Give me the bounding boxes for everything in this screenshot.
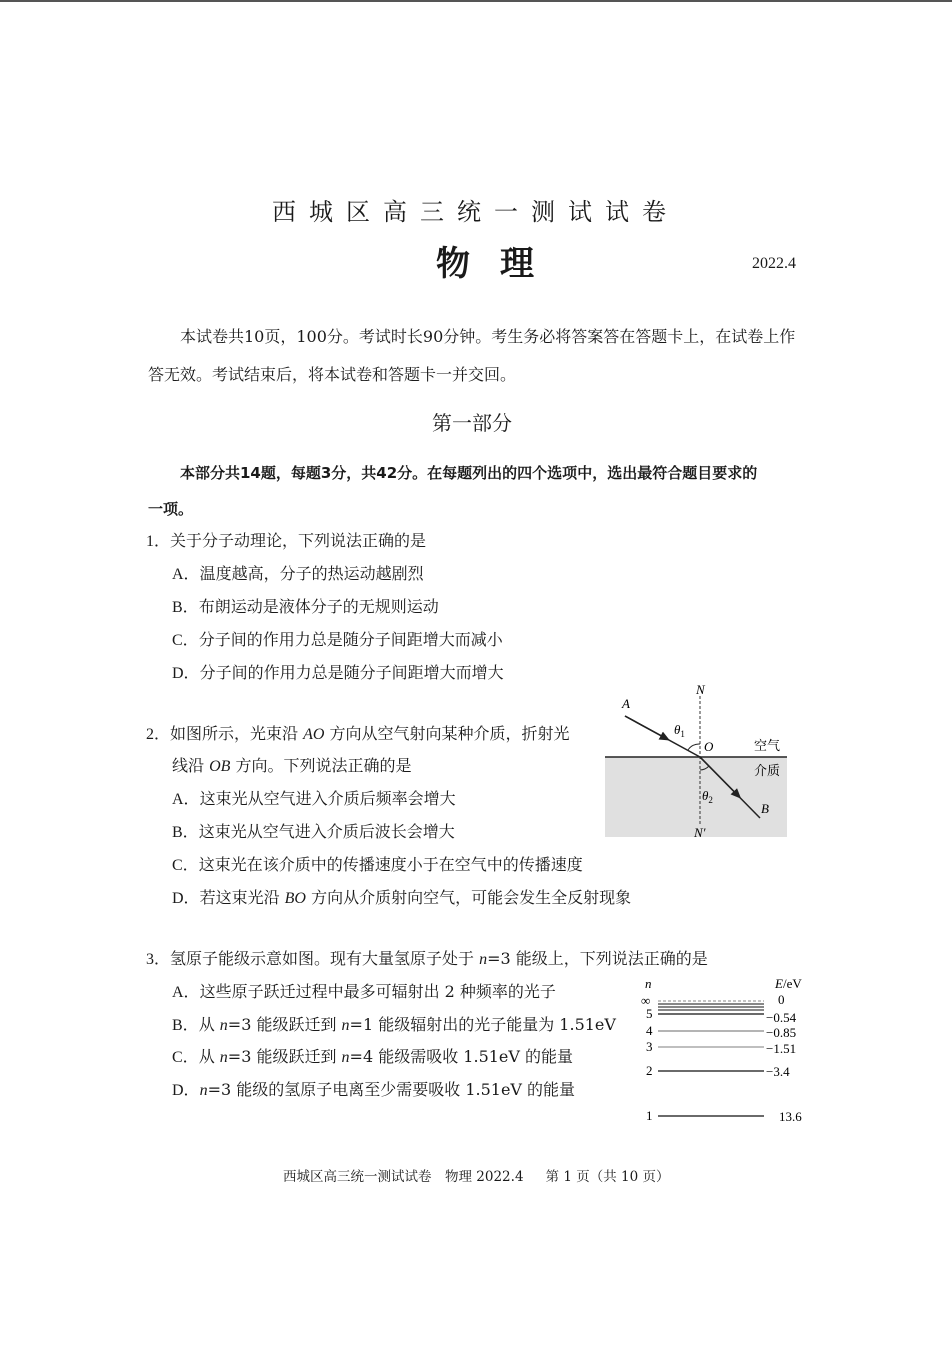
q1-option-c[interactable]: [172, 627, 503, 650]
q1-option-a[interactable]: [172, 561, 424, 584]
footer-page-info: 第 1 页（共 10 页）: [545, 1169, 670, 1185]
page-footer: [283, 1165, 669, 1185]
question-2: [146, 721, 570, 744]
exam-title: 西城区高三统一测试试卷: [272, 198, 679, 226]
instructions: [148, 318, 812, 394]
question-number: 2．: [146, 726, 171, 743]
option-label: A．: [172, 984, 200, 1001]
label-n-prime: N′: [694, 825, 706, 840]
level-energy-label: 13.6: [779, 1109, 802, 1124]
label-medium: 介质: [754, 764, 781, 779]
option-label: C．: [172, 857, 199, 874]
question-3: [146, 946, 708, 969]
level-energy-label: −3.4: [766, 1064, 790, 1079]
stem-text: 方向。下列说法正确的是: [230, 756, 412, 775]
option-label: A．: [172, 566, 200, 583]
option-label: D．: [172, 890, 200, 907]
option-text: 布朗运动是液体分子的无规则运动: [198, 597, 439, 616]
option-symbol: n: [219, 1017, 228, 1034]
question-1: [146, 528, 426, 551]
instructions-line2: 答无效。考试结束后，将本试卷和答题卡一并交回。: [148, 365, 517, 384]
option-symbol: n: [199, 1082, 208, 1099]
n-axis-header: n: [645, 976, 652, 991]
level-energy-label: 0: [778, 992, 785, 1007]
option-text: =4 能级需吸收 1.51eV 的能量: [349, 1047, 574, 1066]
energy-level-diagram: [636, 975, 808, 1127]
option-text: 从: [198, 1015, 220, 1034]
option-text: 分子间的作用力总是随分子间距增大而减小: [198, 630, 503, 649]
q3-option-d[interactable]: [172, 1077, 575, 1100]
option-text: 方向从介质射向空气，可能会发生全反射现象: [305, 888, 632, 907]
question-number: 1．: [146, 533, 171, 550]
stem-text: 方向从空气射向某种介质，折射光: [324, 724, 570, 743]
level-n-label: 1: [646, 1108, 653, 1123]
stem-text: 如图所示，光束沿: [170, 724, 304, 743]
option-text: 温度越高，分子的热运动越剧烈: [199, 564, 424, 583]
option-text: 分子间的作用力总是随分子间距增大而增大: [199, 663, 504, 682]
label-b: B: [761, 801, 769, 816]
section-desc-line1: 本部分共14题，每题3分，共42分。在每题列出的四个选项中，选出最符合题目要求的: [180, 464, 758, 482]
option-label: D．: [172, 1082, 200, 1099]
label-n: N: [696, 682, 705, 697]
q1-option-d[interactable]: [172, 660, 504, 683]
section-title: 第一部分: [432, 411, 512, 435]
option-text: 若这束光沿: [199, 888, 285, 907]
label-a: A: [622, 696, 630, 711]
stem-text: 线沿: [172, 756, 210, 775]
option-label: B．: [172, 1017, 199, 1034]
incident-arrow: [625, 716, 666, 738]
stem-symbol: AO: [303, 726, 325, 743]
q2-option-b[interactable]: [172, 819, 455, 842]
label-o: O: [704, 739, 714, 754]
option-label: B．: [172, 599, 199, 616]
option-label: A．: [172, 791, 200, 808]
option-label: C．: [172, 1049, 199, 1066]
level-n-label: 2: [646, 1063, 653, 1078]
option-label: C．: [172, 632, 199, 649]
option-text: 这束光从空气进入介质后频率会增大: [199, 789, 456, 808]
exam-date: 2022.4: [752, 255, 796, 272]
option-text: 从: [198, 1047, 220, 1066]
option-symbol: BO: [284, 890, 306, 907]
section-desc-line2: 一项。: [148, 500, 194, 518]
q1-option-b[interactable]: [172, 594, 439, 617]
question-stem: 关于分子动理论，下列说法正确的是: [170, 531, 427, 550]
label-theta1: $\theta_1$: [674, 722, 685, 739]
label-air: 空气: [754, 739, 781, 754]
level-n-label: 4: [646, 1023, 653, 1038]
top-border: [0, 0, 952, 2]
option-text: 这些原子跃迁过程中最多可辐射出 2 种频率的光子: [199, 982, 556, 1001]
footer-exam-info: 西城区高三统一测试试卷 物理 2022.4: [283, 1169, 524, 1185]
e-axis-header: E/eV: [775, 976, 802, 991]
instructions-line1: 本试卷共10页，100分。考试时长90分钟。考生务必将答案答在答题卡上，在试卷上作: [180, 327, 796, 346]
level-energy-label: −1.51: [766, 1041, 797, 1056]
option-symbol: n: [341, 1017, 350, 1034]
section-description: [148, 455, 812, 527]
level-energy-label: −0.54: [766, 1010, 797, 1025]
stem-symbol: n: [479, 951, 488, 968]
question-number: 3．: [146, 951, 171, 968]
stem-text: 氢原子能级示意如图。现有大量氢原子处于: [170, 949, 480, 968]
level-n-label: 5: [646, 1006, 653, 1021]
level-energy-label: −0.85: [766, 1025, 797, 1040]
option-text: =1 能级辐射出的光子能量为 1.51eV: [349, 1015, 616, 1034]
option-label: B．: [172, 824, 199, 841]
q3-option-c[interactable]: [172, 1044, 573, 1067]
stem-symbol: OB: [209, 758, 231, 775]
option-text: =3 能级跃迁到: [227, 1047, 342, 1066]
q2-option-c[interactable]: [172, 852, 583, 875]
q3-option-b[interactable]: [172, 1012, 616, 1035]
q2-option-d[interactable]: [172, 885, 631, 908]
level-n-label: ∞: [641, 993, 651, 1008]
option-label: D．: [172, 665, 200, 682]
option-symbol: n: [341, 1049, 350, 1066]
label-theta2: $\theta_2$: [702, 788, 713, 805]
stem-text: =3 能级上，下列说法正确的是: [487, 949, 708, 968]
refraction-diagram: [600, 678, 792, 842]
subject-title: 物理: [436, 244, 564, 284]
q3-option-a[interactable]: [172, 979, 556, 1002]
option-text: =3 能级跃迁到: [227, 1015, 342, 1034]
level-n-label: 3: [646, 1039, 653, 1054]
option-symbol: n: [219, 1049, 228, 1066]
question-2-line2: [172, 753, 412, 776]
theta1-arc: [688, 744, 700, 750]
q2-option-a[interactable]: [172, 786, 456, 809]
option-text: 这束光从空气进入介质后波长会增大: [198, 822, 455, 841]
option-text: =3 能级的氢原子电离至少需要吸收 1.51eV 的能量: [207, 1080, 576, 1099]
option-text: 这束光在该介质中的传播速度小于在空气中的传播速度: [198, 855, 583, 874]
